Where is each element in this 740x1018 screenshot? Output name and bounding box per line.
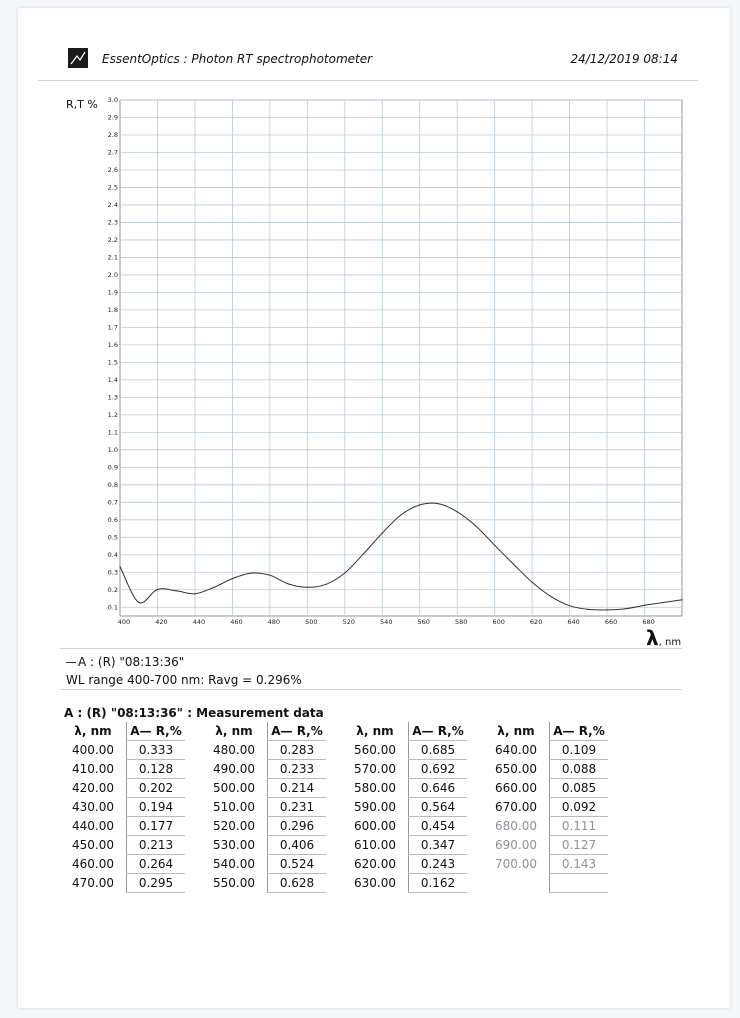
cell-wavelength: 670.00 bbox=[495, 800, 537, 814]
y-tick-label: 2.1 bbox=[107, 253, 118, 262]
x-tick-label: 640 bbox=[567, 618, 580, 626]
app-title: EssentOptics : Photon RT spectrophotometer bbox=[102, 52, 373, 66]
data-point bbox=[344, 572, 345, 573]
cell-wavelength bbox=[483, 874, 550, 893]
y-tick-label: 2.4 bbox=[107, 200, 118, 209]
cell-reflectance: 0.296 bbox=[268, 817, 327, 836]
cell-wavelength: 600.00 bbox=[354, 819, 396, 833]
data-point bbox=[475, 525, 476, 526]
cell-reflectance: 0.213 bbox=[127, 836, 186, 855]
y-tick-label: 1.5 bbox=[107, 358, 118, 367]
cell-reflectance: 0.264 bbox=[127, 855, 186, 874]
x-tick-label: 460 bbox=[230, 618, 243, 626]
legend-series bbox=[66, 653, 676, 671]
cell-reflectance bbox=[550, 874, 609, 893]
cell-wavelength: 430.00 bbox=[72, 800, 114, 814]
cell-reflectance: 0.243 bbox=[409, 855, 468, 874]
cell-wavelength: 520.00 bbox=[213, 819, 255, 833]
data-point bbox=[232, 578, 233, 579]
data-point bbox=[213, 587, 214, 588]
table-row bbox=[60, 760, 608, 779]
y-tick-label: 2.9 bbox=[107, 113, 118, 122]
x-tick-label: 580 bbox=[454, 618, 468, 626]
y-tick-label: 3.0 bbox=[107, 96, 118, 104]
cell-wavelength: 590.00 bbox=[354, 800, 396, 814]
cell-wavelength: 500.00 bbox=[213, 781, 255, 795]
cell-wavelength: 420.00 bbox=[72, 781, 114, 795]
y-tick-label: 1.4 bbox=[107, 375, 118, 384]
cell-wavelength: 490.00 bbox=[213, 762, 255, 776]
data-point bbox=[382, 532, 383, 533]
cell-reflectance: 0.127 bbox=[550, 836, 609, 855]
x-tick-label: 660 bbox=[604, 618, 618, 626]
cell-wavelength: 540.00 bbox=[213, 857, 255, 871]
cell-reflectance: 0.194 bbox=[127, 798, 186, 817]
table-row bbox=[60, 798, 608, 817]
y-tick-label: 2.6 bbox=[107, 165, 118, 174]
legend-line-icon bbox=[66, 662, 76, 663]
col-header-r: A— R,% bbox=[268, 722, 327, 741]
cell-wavelength: 690.00 bbox=[495, 838, 537, 852]
cell-reflectance: 0.333 bbox=[127, 741, 186, 760]
cell-reflectance: 0.128 bbox=[127, 760, 186, 779]
cell-wavelength: 660.00 bbox=[495, 781, 537, 795]
y-tick-label: 1.6 bbox=[107, 340, 118, 349]
cell-wavelength: 680.00 bbox=[495, 819, 537, 833]
cell-reflectance: 0.202 bbox=[127, 779, 186, 798]
y-tick-label: 2.7 bbox=[107, 148, 118, 157]
cell-reflectance: 0.109 bbox=[550, 741, 609, 760]
x-tick-label: 680 bbox=[642, 618, 655, 626]
y-tick-label: 1.3 bbox=[107, 393, 118, 402]
data-point bbox=[625, 608, 626, 609]
col-header-wl: λ, nm bbox=[356, 724, 394, 739]
cell-wavelength: 460.00 bbox=[72, 857, 114, 871]
y-tick-label: 1.1 bbox=[107, 428, 118, 437]
cell-reflectance: 0.088 bbox=[550, 760, 609, 779]
cell-reflectance: 0.524 bbox=[268, 855, 327, 874]
cell-reflectance: 0.564 bbox=[409, 798, 468, 817]
cell-reflectance: 0.347 bbox=[409, 836, 468, 855]
cell-reflectance: 0.454 bbox=[409, 817, 468, 836]
x-tick-label: 620 bbox=[529, 618, 543, 626]
table-row bbox=[60, 817, 608, 836]
cell-reflectance: 0.092 bbox=[550, 798, 609, 817]
x-tick-label: 600 bbox=[492, 618, 505, 626]
data-point bbox=[288, 583, 289, 584]
y-tick-label: 1.8 bbox=[107, 305, 118, 314]
x-axis-unit: nm bbox=[665, 637, 682, 648]
cell-wavelength: 560.00 bbox=[354, 743, 396, 757]
cell-reflectance: 0.177 bbox=[127, 817, 186, 836]
legend-series-label: A : (R) "08:13:36" bbox=[78, 655, 185, 669]
cell-wavelength: 640.00 bbox=[495, 743, 537, 757]
measurement-table bbox=[60, 722, 608, 893]
table-row bbox=[60, 836, 608, 855]
cell-reflectance: 0.295 bbox=[127, 874, 186, 893]
col-header-wl: λ, nm bbox=[74, 724, 112, 739]
data-point bbox=[157, 589, 158, 590]
data-point bbox=[269, 575, 270, 576]
y-tick-label: 0.1 bbox=[107, 603, 118, 612]
col-header-wl: λ, nm bbox=[497, 724, 535, 739]
y-tick-label: 1.2 bbox=[107, 410, 118, 419]
cell-reflectance: 0.231 bbox=[268, 798, 327, 817]
cell-wavelength: 480.00 bbox=[213, 743, 255, 757]
legend-summary: WL range 400-700 nm: Ravg = 0.296% bbox=[66, 673, 302, 687]
x-tick-label: 520 bbox=[342, 618, 356, 626]
y-tick-label: 1.0 bbox=[107, 445, 118, 454]
cell-wavelength: 700.00 bbox=[495, 857, 537, 871]
y-tick-label: 2.5 bbox=[107, 183, 118, 192]
cell-reflectance: 0.628 bbox=[268, 874, 327, 893]
data-point bbox=[550, 596, 551, 597]
data-point bbox=[457, 511, 458, 512]
data-point bbox=[532, 582, 533, 583]
cell-wavelength: 620.00 bbox=[354, 857, 396, 871]
cell-reflectance: 0.692 bbox=[409, 760, 468, 779]
cell-wavelength: 570.00 bbox=[354, 762, 396, 776]
data-point bbox=[494, 545, 495, 546]
cell-reflectance: 0.646 bbox=[409, 779, 468, 798]
y-tick-label: 0.9 bbox=[107, 463, 118, 472]
x-tick-label: 560 bbox=[417, 618, 430, 626]
data-point bbox=[194, 593, 195, 594]
data-point bbox=[606, 609, 607, 610]
cell-wavelength: 580.00 bbox=[354, 781, 396, 795]
cell-reflectance: 0.233 bbox=[268, 760, 327, 779]
col-header-r: A— R,% bbox=[550, 722, 609, 741]
cell-wavelength: 630.00 bbox=[354, 876, 396, 890]
y-tick-label: 2.8 bbox=[107, 130, 118, 139]
y-tick-label: 0.5 bbox=[107, 533, 118, 542]
y-tick-label: 0.8 bbox=[107, 480, 118, 489]
cell-wavelength: 450.00 bbox=[72, 838, 114, 852]
x-tick-label: 500 bbox=[305, 618, 318, 626]
col-header-r: A— R,% bbox=[127, 722, 186, 741]
data-point bbox=[119, 566, 120, 567]
cell-reflectance: 0.406 bbox=[268, 836, 327, 855]
plot-area bbox=[120, 100, 682, 616]
table-row bbox=[60, 779, 608, 798]
cell-reflectance: 0.085 bbox=[550, 779, 609, 798]
data-point bbox=[251, 573, 252, 574]
y-tick-label: 0.7 bbox=[107, 498, 118, 507]
data-point bbox=[663, 602, 664, 603]
col-header-r: A— R,% bbox=[409, 722, 468, 741]
data-point bbox=[138, 602, 139, 603]
col-header-wl: λ, nm bbox=[215, 724, 253, 739]
legend-block bbox=[60, 648, 682, 690]
data-point bbox=[307, 587, 308, 588]
report-datetime: 24/12/2019 08:14 bbox=[570, 52, 678, 66]
x-axis-label: λ, nm bbox=[646, 626, 682, 650]
cell-wavelength: 440.00 bbox=[72, 819, 114, 833]
y-tick-label: 0.3 bbox=[107, 568, 118, 577]
y-tick-label: 1.9 bbox=[107, 288, 118, 297]
data-point bbox=[400, 514, 401, 515]
y-tick-label: 2.0 bbox=[107, 270, 118, 279]
cell-wavelength: 510.00 bbox=[213, 800, 255, 814]
cell-reflectance: 0.214 bbox=[268, 779, 327, 798]
cell-wavelength: 410.00 bbox=[72, 762, 114, 776]
cell-reflectance: 0.143 bbox=[550, 855, 609, 874]
cell-reflectance: 0.111 bbox=[550, 817, 609, 836]
y-tick-label: 0.4 bbox=[107, 550, 118, 559]
cell-wavelength: 530.00 bbox=[213, 838, 255, 852]
data-point bbox=[644, 605, 645, 606]
data-point bbox=[419, 504, 420, 505]
cell-wavelength: 610.00 bbox=[354, 838, 396, 852]
x-tick-label: 440 bbox=[192, 618, 206, 626]
cell-reflectance: 0.685 bbox=[409, 741, 468, 760]
data-point bbox=[176, 590, 177, 591]
y-axis-label: R,T % bbox=[66, 98, 98, 111]
y-tick-label: 2.2 bbox=[107, 235, 118, 244]
x-tick-label: 480 bbox=[267, 618, 281, 626]
data-point bbox=[513, 563, 514, 564]
cell-wavelength: 470.00 bbox=[72, 876, 114, 890]
y-tick-label: 1.7 bbox=[107, 323, 118, 332]
table-row bbox=[60, 874, 608, 893]
cell-wavelength: 550.00 bbox=[213, 876, 255, 890]
y-tick-label: 2.3 bbox=[107, 218, 118, 227]
table-row bbox=[60, 741, 608, 760]
x-tick-label: 400 bbox=[117, 618, 131, 626]
x-tick-label: 540 bbox=[380, 618, 393, 626]
data-point bbox=[681, 599, 682, 600]
cell-wavelength: 400.00 bbox=[72, 743, 114, 757]
table-header-row bbox=[60, 722, 608, 741]
y-tick-label: 0.2 bbox=[107, 585, 118, 594]
x-axis-symbol: λ bbox=[646, 626, 659, 650]
table-row bbox=[60, 855, 608, 874]
y-tick-label: 0.6 bbox=[107, 515, 118, 524]
data-point bbox=[325, 584, 326, 585]
x-tick-label: 420 bbox=[155, 618, 168, 626]
data-point bbox=[569, 605, 570, 606]
data-point bbox=[363, 553, 364, 554]
cell-reflectance: 0.162 bbox=[409, 874, 468, 893]
data-point bbox=[438, 503, 439, 504]
table-title: A : (R) "08:13:36" : Measurement data bbox=[64, 706, 324, 720]
cell-reflectance: 0.283 bbox=[268, 741, 327, 760]
cell-wavelength: 650.00 bbox=[495, 762, 537, 776]
data-point bbox=[588, 609, 589, 610]
